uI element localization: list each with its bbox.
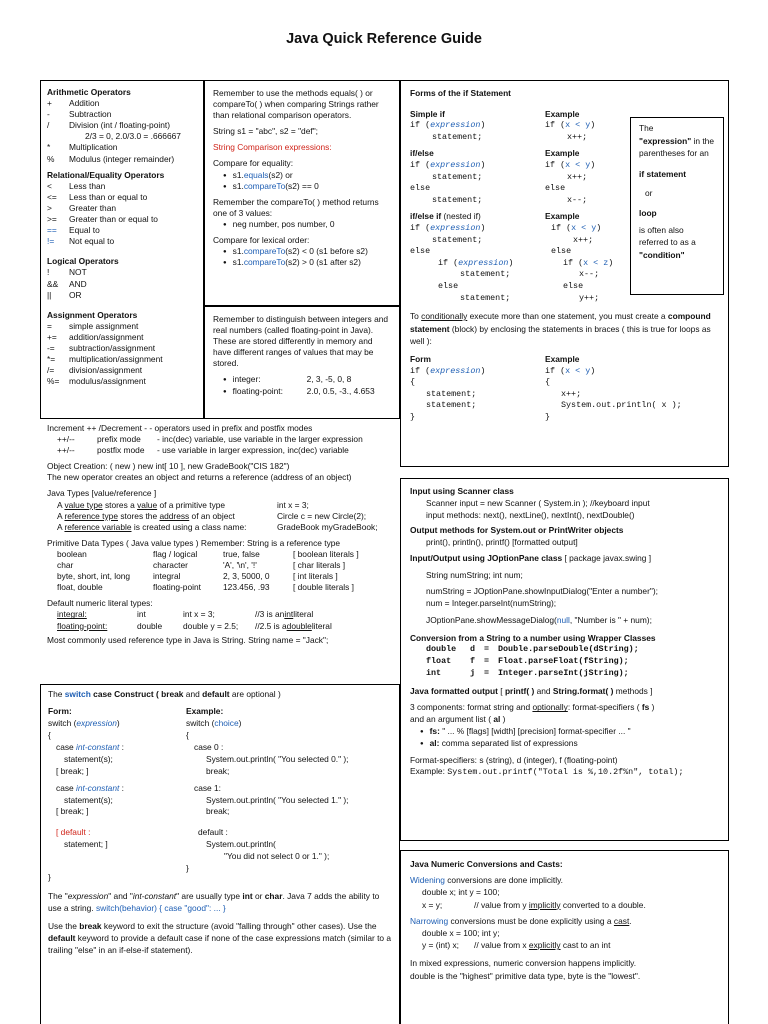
io-scan1: Scanner input = new Scanner ( System.in ); //keyboard input — [426, 497, 650, 508]
list-item: ● integer: 2, 3, -5, 0, 8 — [223, 374, 391, 385]
left-middle-section — [47, 423, 399, 646]
logical-heading: Logical Operators — [47, 256, 119, 267]
conv-narrowing: Narrowing conversions must be done explicitly using a cast. — [410, 915, 632, 926]
brace: { — [48, 729, 51, 740]
conv-widening: Widening conversions are done implicitly. — [410, 875, 563, 886]
switch-example-break: break; — [206, 806, 230, 817]
types-row: A reference type stores the address of an object Circle c = new Circle(2); — [57, 510, 367, 521]
arith-list — [47, 98, 197, 165]
io-fmt-p2: and an argument list ( al ) — [410, 714, 506, 725]
if-elseif-label: if/else if (nested if) — [410, 211, 481, 222]
switch-heading: The switch case Construct ( break and default are optional ) — [48, 689, 281, 699]
incdec-row: ++/-- postfix mode - use variable in larger expression, inc(dec) variable — [57, 445, 349, 456]
operator-row: *= multiplication/assignment — [47, 354, 163, 365]
switch-example-line: switch (choice) — [186, 718, 242, 729]
primitive-row: char character 'A', '\n', '!' [ char literals ] — [57, 560, 346, 571]
strings-decl: String s1 = "abc", s2 = "def"; — [213, 126, 319, 137]
strings-p1: Remember to use the methods equals( ) or compareTo( ) when comparing Strings rather than relational comparison operators. — [213, 88, 379, 121]
if-stmt: y++; — [579, 292, 600, 303]
primitives-table — [47, 549, 399, 593]
switch-example-label: Example: — [186, 706, 224, 717]
io-out1: print(), println(), printf() [formatted output] — [426, 537, 578, 548]
page-title: Java Quick Reference Guide — [286, 31, 482, 47]
else-line: else — [545, 183, 566, 194]
if-stmt: x--; — [579, 269, 600, 280]
strings-box — [204, 80, 400, 306]
else-line: else — [410, 183, 431, 194]
if-line: if (x < y) — [545, 120, 596, 131]
strings-eq-list — [213, 170, 391, 192]
list-item: ● al: comma separated list of expressions — [420, 738, 719, 750]
list-item: ● s1.equals(s2) or — [223, 170, 391, 181]
list-item: ● fs: " ... % [flags] [width] [precision] format-specifier ... " — [420, 726, 719, 738]
io-jop4: JOptionPane.showMessageDialog(null, "Number is " + num); — [426, 614, 652, 625]
operator-row: += addition/assignment — [47, 331, 144, 342]
literals-common: Most commonly used reference type in Java is String. String name = "Jack"; — [47, 634, 329, 645]
list-item: ● s1.compareTo(s2) > 0 (s1 after s2) — [223, 257, 391, 268]
if-stmt: x++; — [561, 388, 582, 399]
if-example-label: Example — [545, 148, 580, 159]
else-line: else — [563, 280, 584, 291]
switch-form-stmt: statement(s); — [64, 794, 113, 805]
conv-w2: x = y; // value from y implicitly converted to a double. — [422, 899, 646, 910]
relational-list — [47, 181, 197, 248]
strings-p2-list — [213, 219, 391, 230]
io-jop2: numString = JOptionPane.showInputDialog("Enter a number"); — [426, 586, 658, 597]
conv-n1: double x = 100; int y; — [422, 927, 500, 938]
switch-form-line: switch (expression) — [48, 718, 120, 729]
operator-row: < Less than — [47, 180, 106, 191]
switch-example-break: break; — [206, 765, 230, 776]
switch-form-default: [ default : — [56, 827, 91, 838]
io-fmt-p1: 3 components: format string and optionally: format-specifiers ( fs ) — [410, 702, 655, 713]
io-conv-heading: Conversion from a String to a number using Wrapper Classes — [410, 632, 656, 643]
operator-row: * Multiplication — [47, 142, 118, 153]
if-else-label: if/else — [410, 148, 434, 159]
primitives-heading: Primitive Data Types ( Java value types ) Remember: String is a reference type — [47, 537, 341, 548]
strings-eq-head: Compare for equality: — [213, 158, 294, 169]
operator-row: /= division/assignment — [47, 365, 143, 376]
if-stmt: System.out.println( x ); — [561, 400, 682, 411]
operator-row: != Not equal to — [47, 236, 115, 247]
io-conv-table — [410, 644, 719, 679]
object-creation-desc: The new operator creates an object and returns a reference (address of an object) — [47, 472, 352, 483]
io-out-heading: Output methods for System.out or PrintWriter objects — [410, 525, 624, 536]
if-line: if (expression) — [438, 257, 514, 268]
incdec-line1: Increment ++ /Decrement - - operators used in prefix and postfix modes — [47, 423, 313, 433]
if-example-label: Example — [545, 108, 580, 119]
switch-example-col — [186, 706, 392, 884]
if-stmt: x++; — [567, 131, 588, 142]
list-item: ● s1.compareTo(s2) == 0 — [223, 181, 391, 192]
operator-row: 2/3 = 0, 2.0/3.0 = .666667 — [85, 131, 181, 142]
conversions-box — [400, 850, 729, 1024]
list-item: ● neg number, pos number, 0 — [223, 219, 391, 230]
io-jop3: num = Integer.parseInt(numString); — [426, 598, 557, 609]
else-line: else — [551, 246, 572, 257]
numbers-box — [204, 306, 400, 419]
if-stmt: statement; — [426, 388, 477, 399]
operator-row: || OR — [47, 289, 82, 300]
types-heading: Java Types [value/reference ] — [47, 488, 157, 499]
operators-box — [40, 80, 204, 419]
operator-row: % Modulus (integer remainder) — [47, 153, 175, 164]
conv-heading: Java Numeric Conversions and Casts: — [410, 859, 563, 869]
else-line: else — [410, 246, 431, 257]
literals-heading: Default numeric literal types: — [47, 598, 153, 609]
operator-row: && AND — [47, 278, 87, 289]
switch-example-println: System.out.println( "You selected 0." ); — [206, 753, 349, 764]
io-box — [400, 478, 729, 841]
operator-row: <= Less than or equal to — [47, 191, 148, 202]
io-scan2: input methods: next(), nextLine(), nextInt(), nextDouble() — [426, 509, 635, 520]
relational-heading: Relational/Equality Operators — [47, 169, 165, 180]
if-heading: Forms of the if Statement — [410, 88, 511, 98]
strings-lex-list — [213, 246, 391, 268]
assignment-heading: Assignment Operators — [47, 309, 138, 320]
brace: } — [48, 872, 51, 883]
if-stmt: statement; — [460, 292, 511, 303]
brace: } — [186, 863, 189, 874]
incdec-row: ++/-- prefix mode - inc(dec) variable, use variable in the larger expression — [57, 434, 363, 445]
switch-note1: The "expression" and "int-constant" are usually type int or char. Java 7 adds the ability to use a string. switch(behavior) { case "good": ... } — [48, 891, 380, 914]
types-row: A reference variable is created using a class name: GradeBook myGradeBook; — [57, 521, 378, 532]
if-stmt: statement; — [426, 400, 477, 411]
switch-example-default: default : — [198, 827, 228, 838]
if-line: if (expression) — [410, 222, 486, 233]
if-stmt: statement; — [460, 269, 511, 280]
operator-row: -= subtraction/assignment — [47, 342, 156, 353]
switch-form-case: case int-constant : — [56, 782, 124, 793]
if-stmt: statement; — [432, 171, 483, 182]
conversion-row: int j = Integer.parseInt(jString); — [426, 667, 629, 678]
operator-row: + Addition — [47, 98, 100, 109]
switch-note2: Use the break keyword to exit the structure (avoid "falling through" other cases). Use the default keyword to provide a default case if none of the case expressions match (similar to a trailing "else" in an if-else-if statement). — [48, 920, 392, 955]
primitive-row: byte, short, int, long integral 2, 3, 5000, 0 [ int literals ] — [57, 571, 338, 582]
if-line: if (expression) — [410, 120, 486, 131]
io-fmt-example: Example: System.out.printf("Total is %,10.2f%n", total); — [410, 766, 684, 778]
object-creation: Object Creation: ( new ) new int[ 10 ], new GradeBook("CIS 182") — [47, 461, 290, 472]
switch-example-case: case 0 : — [194, 741, 224, 752]
switch-form-case: case int-constant : — [56, 741, 124, 752]
operator-row: > Greater than — [47, 202, 117, 213]
operator-row: ! NOT — [47, 267, 87, 278]
switch-form-break: [ break; ] — [56, 765, 89, 776]
conversion-row: double d = Double.parseDouble(dString); — [426, 644, 639, 655]
assignment-list — [47, 321, 197, 388]
if-simple-label: Simple if — [410, 108, 445, 119]
numbers-p: Remember to distinguish between integers and real numbers (called floating-point in Java). These are stored differently in memory and have different ranges of values that may be stored. — [213, 314, 389, 369]
operator-row: %= modulus/assignment — [47, 376, 146, 387]
switch-form-col — [48, 706, 186, 884]
conv-n2: y = (int) x; // value from x explicitly cast to an int — [422, 940, 611, 951]
if-line: if (x < y) — [545, 159, 596, 170]
switch-form-break: [ break; ] — [56, 806, 89, 817]
list-item: ● s1.compareTo(s2) < 0 (s1 before s2) — [223, 246, 391, 257]
io-fmt-list — [410, 726, 719, 750]
switch-example-println: System.out.println( — [206, 839, 276, 850]
strings-cmp-head: String Comparison expressions: — [213, 142, 332, 153]
switch-box — [40, 684, 400, 1024]
conv-p1: In mixed expressions, numeric conversion happens implicitly. — [410, 958, 637, 969]
if-form-label: Form — [410, 353, 431, 364]
io-fmt-spec: Format-specifiers: s (string), d (integer), f (floating-point) — [410, 754, 618, 765]
operator-row: / Division (int / floating-point) — [47, 120, 171, 131]
types-row: A value type stores a value of a primitive type int x = 3; — [57, 499, 309, 510]
conversion-row: float f = Float.parseFloat(fString); — [426, 656, 629, 667]
if-line: if (expression) — [410, 159, 486, 170]
operator-row: >= Greater than or equal to — [47, 214, 158, 225]
if-example-label: Example — [545, 211, 580, 222]
if-example-label: Example — [545, 353, 580, 364]
primitive-row: boolean flag / logical true, false [ boolean literals ] — [57, 548, 359, 559]
if-stmt: x++; — [573, 234, 594, 245]
if-line: if (x < y) — [545, 365, 596, 376]
if-compound-note: To conditionally execute more than one statement, you must create a compound statement (block) by enclosing the statements in braces ( this is true for loops as well ): — [410, 311, 711, 347]
conv-w1: double x; int y = 100; — [422, 887, 500, 898]
if-stmt: statement; — [432, 194, 483, 205]
literals-row: floating-point: double double y = 2.5; //2.5 is a double literal — [57, 620, 332, 631]
io-scan-heading: Input using Scanner class — [410, 486, 514, 496]
switch-example-case: case 1: — [194, 782, 222, 793]
operator-row: == Equal to — [47, 225, 100, 236]
if-stmt: x--; — [567, 194, 588, 205]
strings-lex-head: Compare for lexical order: — [213, 235, 310, 246]
io-jop-heading: Input/Output using JOptionPane class [ package javax.swing ] — [410, 552, 652, 563]
io-fmt-heading: Java formatted output [ printf( ) and String.format( ) methods ] — [410, 685, 653, 696]
switch-example-println: System.out.println( "You selected 1." ); — [206, 794, 349, 805]
numbers-list — [213, 374, 391, 396]
list-item: ● floating-point: 2.0, 0.5, -3., 4.653 — [223, 386, 391, 397]
arith-heading: Arithmetic Operators — [47, 87, 131, 97]
logical-list — [47, 267, 197, 300]
if-stmt: x++; — [567, 171, 588, 182]
literals-row: integral: int int x = 3; //3 is an int literal — [57, 609, 314, 620]
operator-row: = simple assignment — [47, 320, 139, 331]
switch-form-default-stmt: statement; ] — [64, 839, 108, 850]
if-line: if (x < y) — [551, 222, 602, 233]
operator-row: - Subtraction — [47, 109, 112, 120]
if-box: Forms of the if Statement Simple if if (expression) statement; if/else if (expression) statement; else statement; if/else if (nested if) if (expression) statement; else if (expression) statement; else statement; Example if (x < y) x++; Example if (x < y) x++; else x--; Example if (x < y) x++; else if (x < z) x--; else y++; To conditionally execute more than one statement, you must create a compound statement (block) by enclosing the statements in braces ( this is true for loops as well ): Form if (expression) { statement; statement; } Example if (x < y) { x++; System.out.println( x ); } — [400, 80, 729, 467]
if-line: if (expression) — [410, 365, 486, 376]
switch-example-println-arg: "You did not select 0 or 1." ); — [224, 851, 330, 862]
strings-p2: Remember the compareTo( ) method returns one of 3 values: — [213, 196, 379, 218]
io-jop1: String numString; int num; — [426, 569, 523, 580]
brace: { — [186, 729, 189, 740]
condition-note: The "expression" in the parentheses for an if statement or loop is often also referred to as a "condition" — [630, 117, 724, 295]
switch-form-stmt: statement(s); — [64, 753, 113, 764]
else-line: else — [438, 280, 459, 291]
if-line: if (x < z) — [563, 257, 614, 268]
if-stmt: statement; — [432, 234, 483, 245]
switch-form-label: Form: — [48, 706, 72, 717]
primitive-row: float, double floating-point 123.456, .93 [ double literals ] — [57, 582, 354, 593]
if-stmt: statement; — [432, 131, 483, 142]
conv-p2: double is the "highest" primitive data type, byte is the "lowest". — [410, 970, 641, 981]
